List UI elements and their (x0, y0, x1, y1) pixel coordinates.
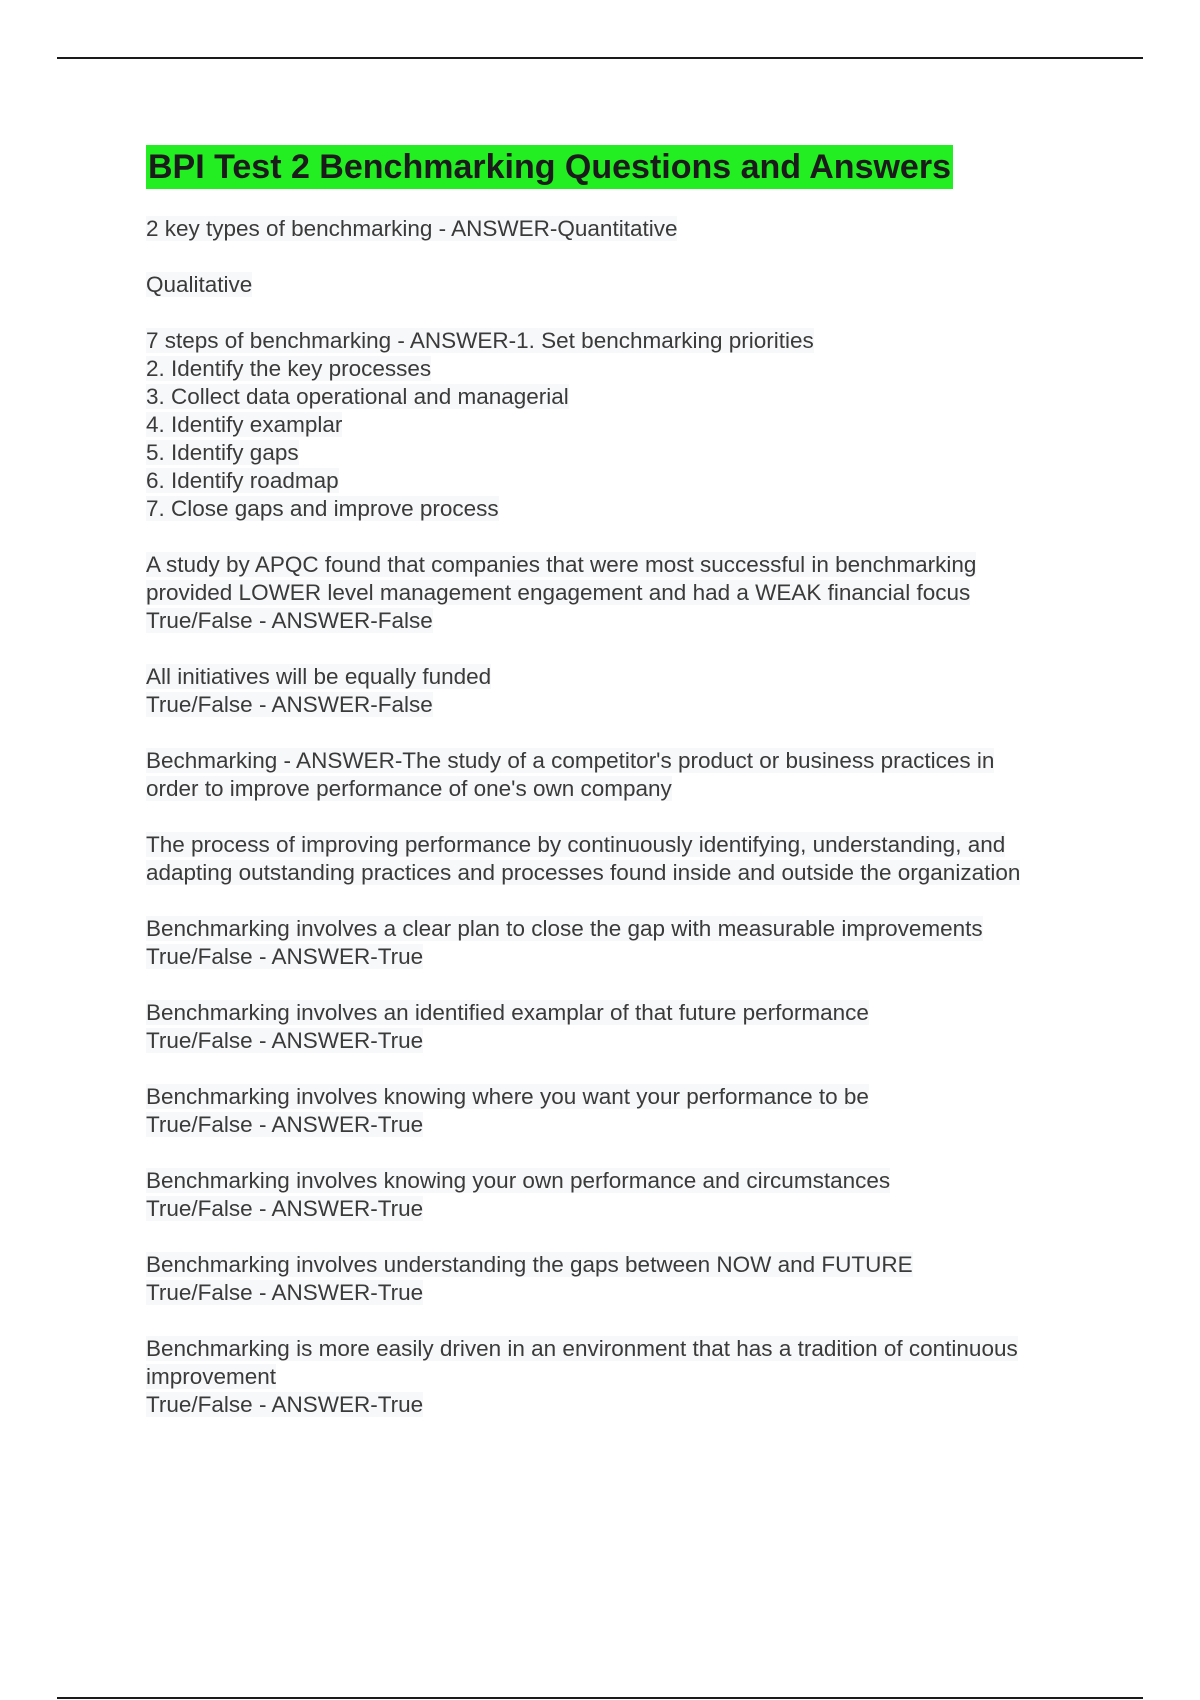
document-title: BPI Test 2 Benchmarking Questions and Answers (146, 145, 953, 189)
text-line (146, 1167, 1096, 1195)
text-line (146, 831, 1096, 859)
qa-paragraph (146, 1251, 1096, 1307)
text-line (146, 943, 1096, 971)
text-line-content: 5. Identify gaps (146, 440, 299, 465)
document-body (146, 145, 1096, 1447)
qa-paragraph (146, 663, 1096, 719)
qa-paragraph (146, 271, 1096, 299)
text-line-content: Benchmarking is more easily driven in an environment that has a tradition of continuous (146, 1336, 1018, 1361)
qa-paragraph (146, 327, 1096, 523)
text-line-content: Benchmarking involves an identified examplar of that future performance (146, 1000, 869, 1025)
text-line-content: True/False - ANSWER-True (146, 1112, 424, 1137)
text-line-content: True/False - ANSWER-True (146, 944, 424, 969)
text-line (146, 1363, 1096, 1391)
text-line-content: 2. Identify the key processes (146, 356, 432, 381)
qa-list (146, 215, 1096, 1419)
text-line-content: True/False - ANSWER-True (146, 1196, 424, 1221)
text-line-content: Benchmarking involves knowing where you want your performance to be (146, 1084, 869, 1109)
qa-paragraph (146, 1335, 1096, 1419)
text-line-content: 3. Collect data operational and managerial (146, 384, 569, 409)
text-line (146, 439, 1096, 467)
text-line-content: Benchmarking involves understanding the gaps between NOW and FUTURE (146, 1252, 913, 1277)
text-line (146, 271, 1096, 299)
qa-paragraph (146, 831, 1096, 887)
qa-paragraph (146, 1167, 1096, 1223)
text-line-content: adapting outstanding practices and processes found inside and outside the organization (146, 860, 1021, 885)
text-line-content: 6. Identify roadmap (146, 468, 339, 493)
text-line-content: True/False - ANSWER-False (146, 692, 433, 717)
text-line-content: All initiatives will be equally funded (146, 664, 492, 689)
text-line-content: Benchmarking involves knowing your own performance and circumstances (146, 1168, 891, 1193)
text-line (146, 1083, 1096, 1111)
text-line (146, 859, 1096, 887)
qa-paragraph (146, 999, 1096, 1055)
text-line (146, 579, 1096, 607)
text-line (146, 495, 1096, 523)
text-line-content: 7 steps of benchmarking - ANSWER-1. Set benchmarking priorities (146, 328, 814, 353)
qa-paragraph (146, 1083, 1096, 1139)
text-line (146, 1391, 1096, 1419)
qa-paragraph (146, 747, 1096, 803)
text-line (146, 383, 1096, 411)
qa-paragraph (146, 551, 1096, 635)
text-line (146, 1251, 1096, 1279)
text-line (146, 999, 1096, 1027)
text-line (146, 607, 1096, 635)
text-line (146, 663, 1096, 691)
qa-paragraph (146, 215, 1096, 243)
text-line-content: order to improve performance of one's own company (146, 776, 672, 801)
text-line (146, 1335, 1096, 1363)
text-line-content: Benchmarking involves a clear plan to close the gap with measurable improvements (146, 916, 983, 941)
text-line (146, 1027, 1096, 1055)
text-line-content: True/False - ANSWER-False (146, 608, 433, 633)
text-line-content: improvement (146, 1364, 277, 1389)
text-line (146, 1279, 1096, 1307)
text-line-content: provided LOWER level management engagement and had a WEAK financial focus (146, 580, 971, 605)
text-line (146, 355, 1096, 383)
text-line (146, 1195, 1096, 1223)
text-line-content: Bechmarking - ANSWER-The study of a competitor's product or business practices in (146, 748, 995, 773)
text-line-content: 2 key types of benchmarking - ANSWER-Quantitative (146, 216, 678, 241)
text-line-content: Qualitative (146, 272, 253, 297)
text-line (146, 551, 1096, 579)
text-line-content: 7. Close gaps and improve process (146, 496, 499, 521)
text-line-content: True/False - ANSWER-True (146, 1028, 424, 1053)
text-line (146, 467, 1096, 495)
text-line-content: A study by APQC found that companies that were most successful in benchmarking (146, 552, 977, 577)
text-line-content: True/False - ANSWER-True (146, 1392, 424, 1417)
text-line (146, 775, 1096, 803)
text-line (146, 411, 1096, 439)
bottom-rule (57, 1697, 1143, 1699)
text-line-content: True/False - ANSWER-True (146, 1280, 424, 1305)
top-rule (57, 57, 1143, 59)
text-line (146, 691, 1096, 719)
text-line-content: The process of improving performance by continuously identifying, understanding, and (146, 832, 1006, 857)
text-line (146, 215, 1096, 243)
text-line (146, 747, 1096, 775)
text-line (146, 1111, 1096, 1139)
text-line (146, 327, 1096, 355)
text-line (146, 915, 1096, 943)
text-line-content: 4. Identify examplar (146, 412, 343, 437)
qa-paragraph (146, 915, 1096, 971)
